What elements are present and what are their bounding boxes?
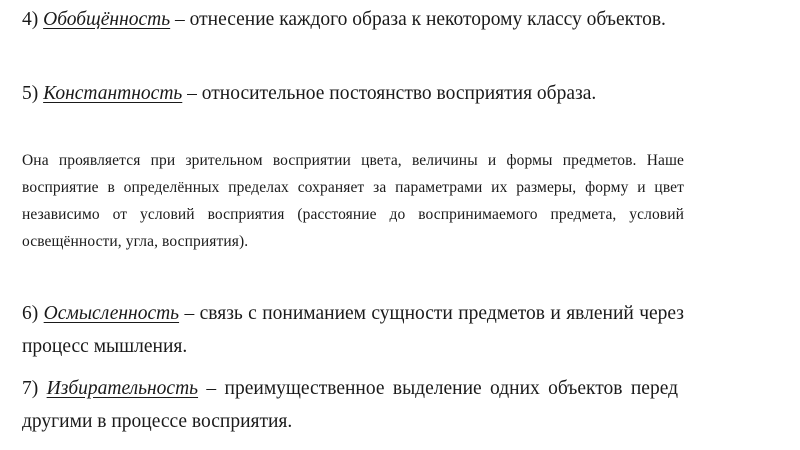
- property-meaningfulness: [22, 297, 684, 363]
- property-constancy: [22, 77, 680, 110]
- term-selectivity: Избирательность: [46, 378, 199, 399]
- item-number: 6): [22, 303, 39, 324]
- property-generalization: [22, 3, 680, 36]
- constancy-explanation: Она проявляется при зрительном восприятии цвета, величины и формы предметов. Наше восприятие в определённых пределах сохраняет за параметрами их размеры, форму и цвет независимо от условий восприятия (расстояние до воспринимаемого предмета, условий освещённости, угла, восприятия).: [22, 152, 684, 250]
- definition-generalization: – отнесение каждого образа к некоторому классу объектов.: [175, 9, 666, 30]
- item-number: 5): [22, 83, 39, 104]
- property-selectivity: [22, 372, 678, 438]
- definition-selectivity: – преимущественное выделение одних объектов перед другими в процессе восприятия.: [22, 378, 679, 432]
- definition-constancy: – относительное постоянство восприятия образа.: [187, 83, 597, 104]
- term-generalization: Обобщённость: [43, 9, 171, 30]
- item-number: 7): [22, 378, 39, 399]
- item-number: 4): [22, 9, 39, 30]
- definition-meaningfulness: – связь с пониманием сущности предметов и явлений через процесс мышления.: [22, 303, 685, 357]
- term-constancy: Константность: [43, 83, 183, 104]
- term-meaningfulness: Осмысленность: [43, 303, 180, 324]
